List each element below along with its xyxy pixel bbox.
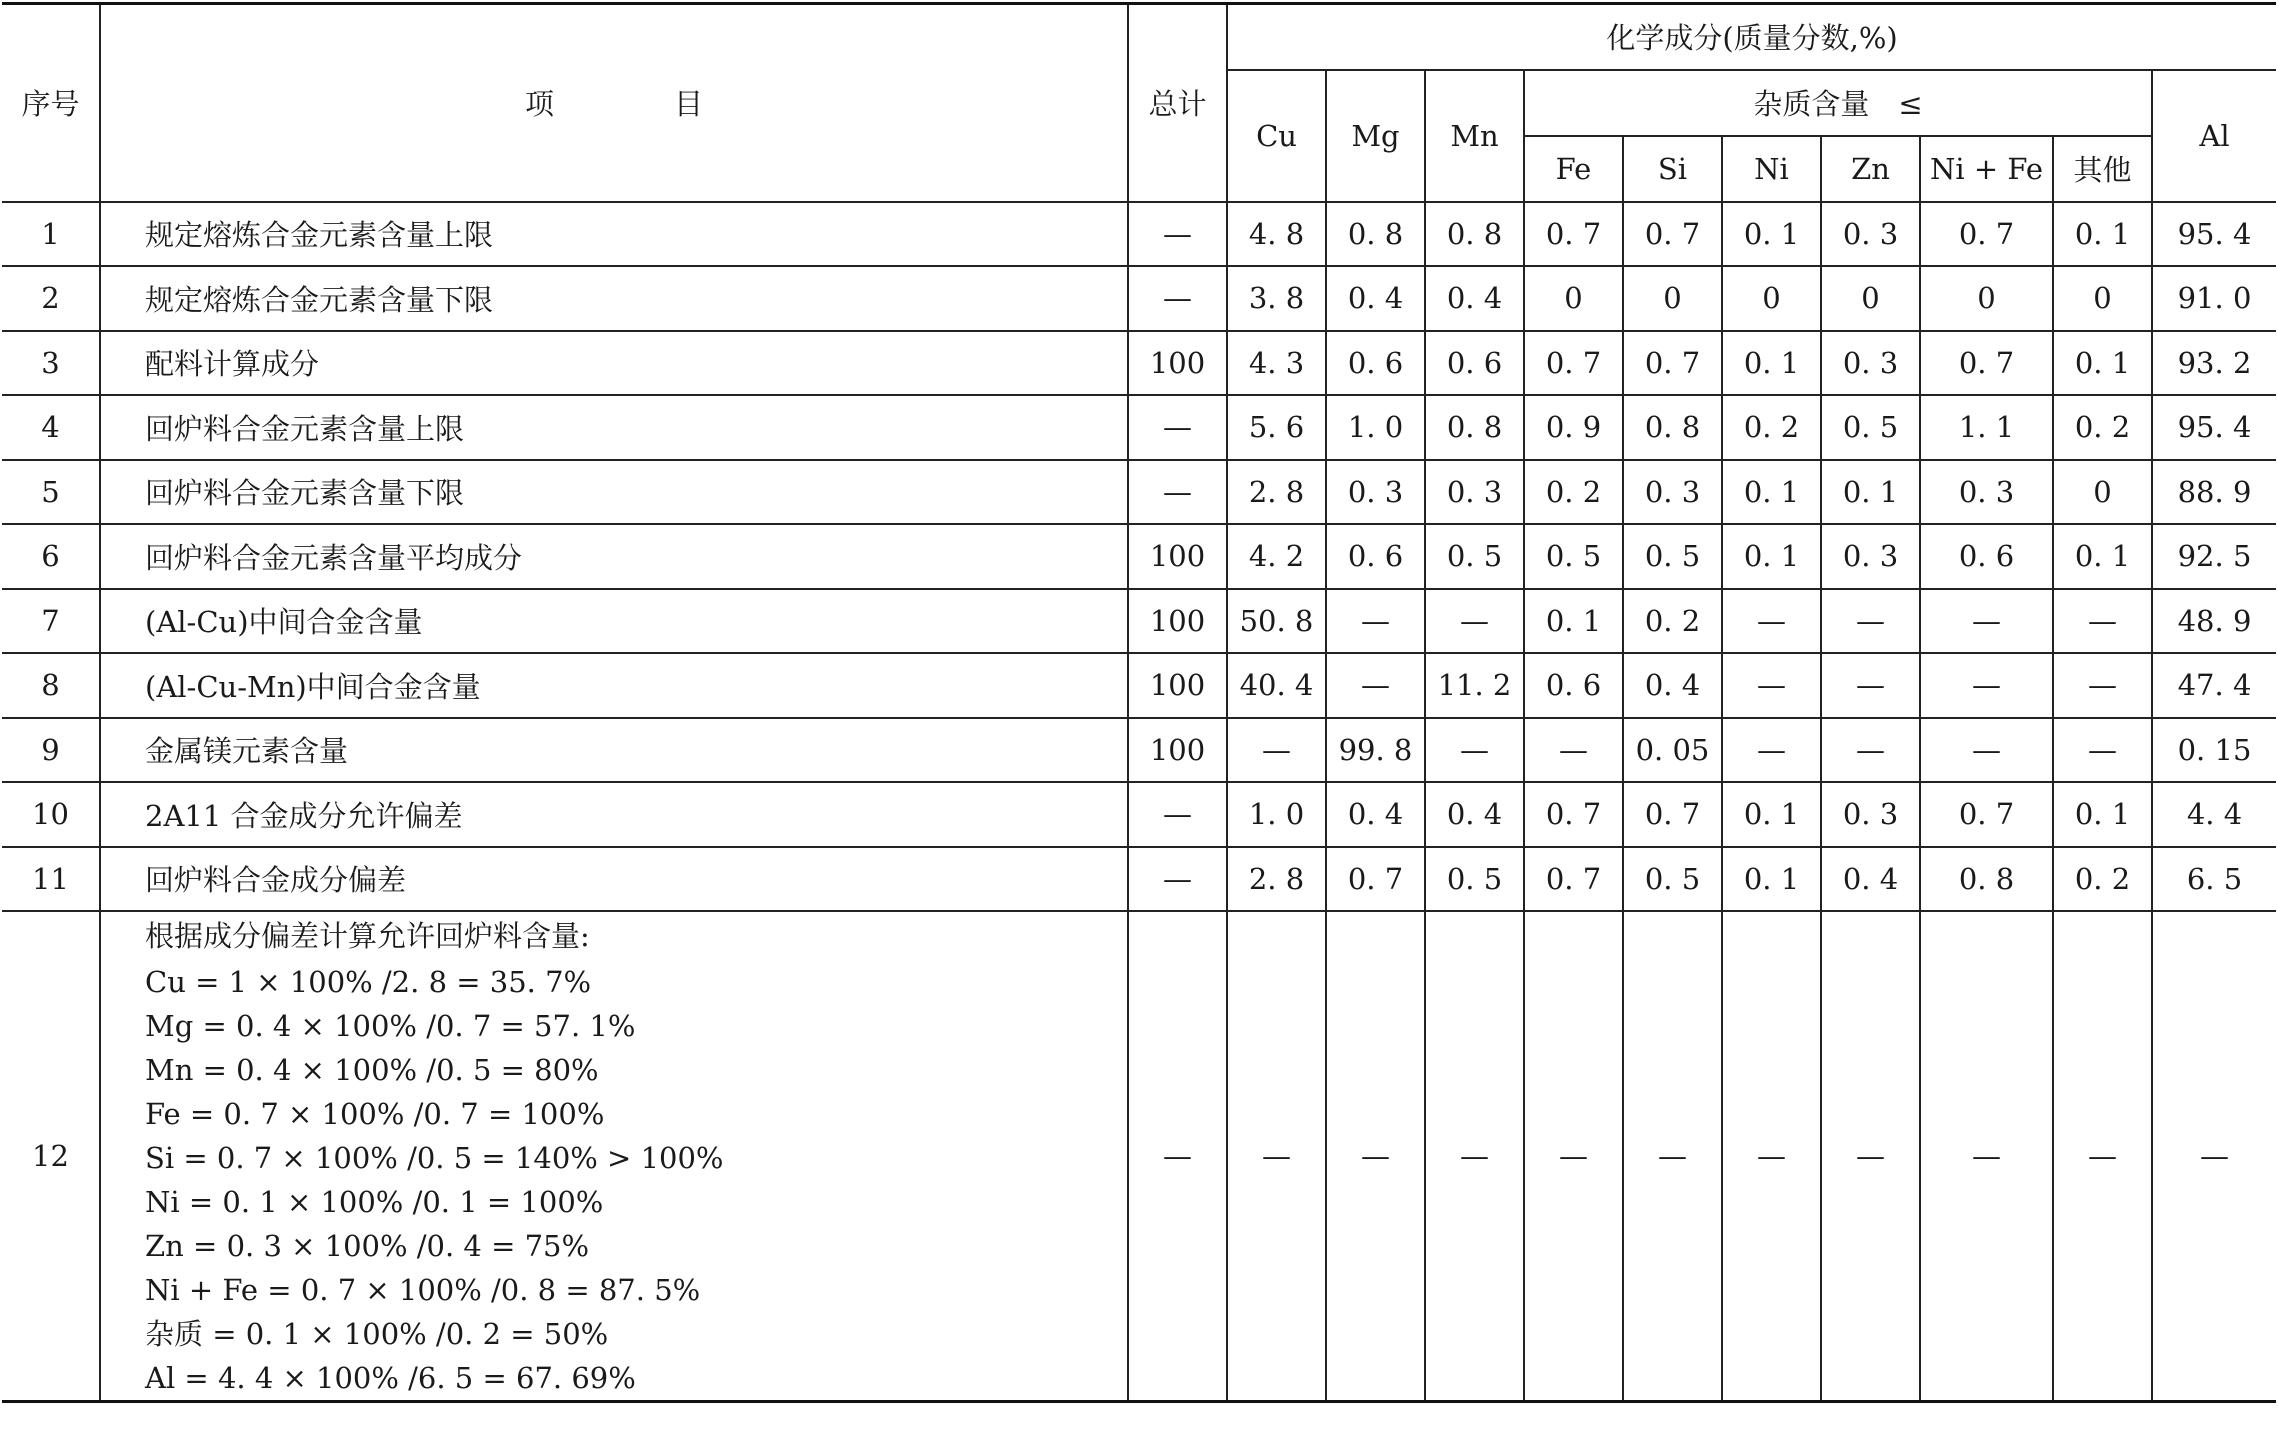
cell-total: 100 — [1128, 653, 1227, 718]
cell-other: 0 — [2053, 266, 2152, 331]
cell-total: — — [1128, 395, 1227, 460]
cell-fe: 0 — [1524, 266, 1623, 331]
cell-zn: — — [1821, 589, 1920, 654]
cell-cu: 40. 4 — [1227, 653, 1326, 718]
cell-al: 92. 5 — [2152, 524, 2276, 589]
item-name: (Al-Cu-Mn)中间合金含量 — [100, 653, 1128, 718]
table-row — [2, 460, 2276, 525]
cell-zn: 0. 3 — [1821, 202, 1920, 267]
cell-fe: 0. 9 — [1524, 395, 1623, 460]
table-row — [2, 847, 2276, 912]
header-chemical-composition: 化学成分(质量分数,%) — [1227, 4, 2276, 70]
cell-mg: 0. 4 — [1326, 782, 1425, 847]
cell-al: 95. 4 — [2152, 395, 2276, 460]
row-number: 6 — [2, 524, 100, 589]
cell-cu: — — [1227, 911, 1326, 1402]
cell-cu: 5. 6 — [1227, 395, 1326, 460]
cell-al: — — [2152, 911, 2276, 1402]
cell-mg: 99. 8 — [1326, 718, 1425, 783]
cell-mn: 0. 5 — [1425, 524, 1524, 589]
cell-mg: 0. 3 — [1326, 460, 1425, 525]
header-total: 总计 — [1128, 4, 1227, 202]
calc-line-mn: Mn = 0. 4 × 100% /0. 5 = 80% — [145, 1053, 599, 1087]
cell-mn: — — [1425, 718, 1524, 783]
cell-ni: 0. 1 — [1722, 847, 1821, 912]
cell-total: 100 — [1128, 589, 1227, 654]
row-number: 7 — [2, 589, 100, 654]
cell-si: 0. 7 — [1623, 202, 1722, 267]
cell-ni: — — [1722, 911, 1821, 1402]
cell-zn: — — [1821, 718, 1920, 783]
header-ni: Ni — [1722, 136, 1821, 202]
cell-si: 0. 05 — [1623, 718, 1722, 783]
calc-line-mg: Mg = 0. 4 × 100% /0. 7 = 57. 1% — [145, 1009, 636, 1043]
cell-ni: 0. 2 — [1722, 395, 1821, 460]
cell-ni: 0. 1 — [1722, 331, 1821, 396]
header-impurity: 杂质含量 ≤ — [1524, 70, 2152, 136]
cell-ni: 0. 1 — [1722, 524, 1821, 589]
cell-mg: 0. 8 — [1326, 202, 1425, 267]
cell-si: 0 — [1623, 266, 1722, 331]
cell-cu: 4. 8 — [1227, 202, 1326, 267]
cell-ni: 0. 1 — [1722, 202, 1821, 267]
item-name: 配料计算成分 — [100, 331, 1128, 396]
cell-ni-fe: — — [1920, 653, 2053, 718]
cell-zn: — — [1821, 911, 1920, 1402]
item-name: 金属镁元素含量 — [100, 718, 1128, 783]
cell-other: — — [2053, 589, 2152, 654]
cell-other: 0. 1 — [2053, 202, 2152, 267]
row-number: 2 — [2, 266, 100, 331]
cell-si: 0. 3 — [1623, 460, 1722, 525]
row-number: 4 — [2, 395, 100, 460]
cell-mn: 0. 4 — [1425, 266, 1524, 331]
header-fe: Fe — [1524, 136, 1623, 202]
cell-fe: 0. 7 — [1524, 782, 1623, 847]
cell-total: 100 — [1128, 524, 1227, 589]
calc-line-ni: Ni = 0. 1 × 100% /0. 1 = 100% — [145, 1185, 604, 1219]
cell-zn: 0. 1 — [1821, 460, 1920, 525]
cell-ni-fe: 0. 7 — [1920, 331, 2053, 396]
item-name: 规定熔炼合金元素含量上限 — [100, 202, 1128, 267]
table-row — [2, 266, 2276, 331]
cell-ni: — — [1722, 718, 1821, 783]
cell-cu: 1. 0 — [1227, 782, 1326, 847]
cell-mg: — — [1326, 589, 1425, 654]
cell-cu: 2. 8 — [1227, 847, 1326, 912]
cell-ni-fe: 0. 7 — [1920, 782, 2053, 847]
cell-mn: 11. 2 — [1425, 653, 1524, 718]
cell-ni-fe: 0. 6 — [1920, 524, 2053, 589]
calc-line-si: Si = 0. 7 × 100% /0. 5 = 140% > 100% — [145, 1141, 724, 1175]
header-item-part-b: 目 — [674, 87, 704, 122]
item-name: 2A11 合金成分允许偏差 — [100, 782, 1128, 847]
cell-al: 47. 4 — [2152, 653, 2276, 718]
cell-ni-fe: — — [1920, 589, 2053, 654]
cell-al: 48. 9 — [2152, 589, 2276, 654]
item-name: 回炉料合金元素含量下限 — [100, 460, 1128, 525]
calculation-cell — [100, 911, 1128, 1402]
cell-fe: 0. 7 — [1524, 202, 1623, 267]
cell-cu: 4. 2 — [1227, 524, 1326, 589]
cell-zn: 0. 3 — [1821, 524, 1920, 589]
cell-fe: 0. 7 — [1524, 331, 1623, 396]
cell-mn: 0. 3 — [1425, 460, 1524, 525]
cell-total: — — [1128, 911, 1227, 1402]
cell-ni-fe: 0. 8 — [1920, 847, 2053, 912]
cell-ni: — — [1722, 653, 1821, 718]
cell-other: 0. 1 — [2053, 782, 2152, 847]
row-number: 8 — [2, 653, 100, 718]
cell-al: 0. 15 — [2152, 718, 2276, 783]
cell-cu: 2. 8 — [1227, 460, 1326, 525]
calc-line-cu: Cu = 1 × 100% /2. 8 = 35. 7% — [145, 965, 592, 999]
cell-fe: 0. 2 — [1524, 460, 1623, 525]
item-name: (Al-Cu)中间合金含量 — [100, 589, 1128, 654]
cell-total: 100 — [1128, 331, 1227, 396]
cell-si: 0. 7 — [1623, 331, 1722, 396]
header-zn: Zn — [1821, 136, 1920, 202]
cell-al: 93. 2 — [2152, 331, 2276, 396]
cell-si: 0. 4 — [1623, 653, 1722, 718]
cell-zn: 0. 4 — [1821, 847, 1920, 912]
item-name: 回炉料合金元素含量上限 — [100, 395, 1128, 460]
calc-line-al: Al = 4. 4 × 100% /6. 5 = 67. 69% — [145, 1361, 636, 1395]
header-row-1 — [2, 4, 2276, 70]
cell-al: 6. 5 — [2152, 847, 2276, 912]
calc-line-impurity: 杂质 = 0. 1 × 100% /0. 2 = 50% — [145, 1317, 609, 1351]
header-si: Si — [1623, 136, 1722, 202]
row-number: 1 — [2, 202, 100, 267]
table-row-calculation — [2, 911, 2276, 1402]
cell-cu: — — [1227, 718, 1326, 783]
item-name: 回炉料合金成分偏差 — [100, 847, 1128, 912]
cell-cu: 50. 8 — [1227, 589, 1326, 654]
cell-ni-fe: 0. 3 — [1920, 460, 2053, 525]
calc-line-zn: Zn = 0. 3 × 100% /0. 4 = 75% — [145, 1229, 590, 1263]
cell-other: — — [2053, 653, 2152, 718]
cell-fe: 0. 5 — [1524, 524, 1623, 589]
header-cu: Cu — [1227, 70, 1326, 202]
cell-si: 0. 7 — [1623, 782, 1722, 847]
table-row — [2, 653, 2276, 718]
cell-fe: — — [1524, 718, 1623, 783]
cell-mg: 0. 6 — [1326, 331, 1425, 396]
cell-total: — — [1128, 782, 1227, 847]
row-number: 5 — [2, 460, 100, 525]
row-number: 11 — [2, 847, 100, 912]
calculation-title: 根据成分偏差计算允许回炉料含量: — [145, 919, 590, 953]
item-name: 回炉料合金元素含量平均成分 — [100, 524, 1128, 589]
cell-si: 0. 5 — [1623, 524, 1722, 589]
cell-ni: — — [1722, 589, 1821, 654]
cell-mn: 0. 5 — [1425, 847, 1524, 912]
cell-fe: 0. 6 — [1524, 653, 1623, 718]
table-row — [2, 718, 2276, 783]
cell-si: 0. 8 — [1623, 395, 1722, 460]
cell-mn: 0. 8 — [1425, 395, 1524, 460]
cell-fe: — — [1524, 911, 1623, 1402]
cell-ni-fe: 0. 7 — [1920, 202, 2053, 267]
cell-si: 0. 5 — [1623, 847, 1722, 912]
cell-mn: 0. 6 — [1425, 331, 1524, 396]
alloy-composition-table — [2, 2, 2276, 1403]
header-other: 其他 — [2053, 136, 2152, 202]
header-seq: 序号 — [2, 4, 100, 202]
cell-fe: 0. 1 — [1524, 589, 1623, 654]
cell-zn: 0. 3 — [1821, 331, 1920, 396]
header-al: Al — [2152, 70, 2276, 202]
cell-ni: 0. 1 — [1722, 782, 1821, 847]
item-name: 规定熔炼合金元素含量下限 — [100, 266, 1128, 331]
cell-ni-fe: 1. 1 — [1920, 395, 2053, 460]
table-body — [2, 202, 2276, 1402]
cell-mg: — — [1326, 911, 1425, 1402]
table-row — [2, 524, 2276, 589]
cell-fe: 0. 7 — [1524, 847, 1623, 912]
cell-zn: 0 — [1821, 266, 1920, 331]
cell-mn: 0. 8 — [1425, 202, 1524, 267]
cell-other: — — [2053, 718, 2152, 783]
calc-line-ni-fe: Ni + Fe = 0. 7 × 100% /0. 8 = 87. 5% — [145, 1273, 701, 1307]
cell-other: 0 — [2053, 460, 2152, 525]
cell-mg: 0. 7 — [1326, 847, 1425, 912]
cell-other: 0. 2 — [2053, 847, 2152, 912]
cell-cu: 3. 8 — [1227, 266, 1326, 331]
cell-ni-fe: — — [1920, 718, 2053, 783]
header-item-part-a: 项 — [524, 87, 554, 122]
cell-mn: — — [1425, 589, 1524, 654]
header-ni-fe: Ni + Fe — [1920, 136, 2053, 202]
cell-total: — — [1128, 460, 1227, 525]
cell-mg: — — [1326, 653, 1425, 718]
cell-mg: 0. 4 — [1326, 266, 1425, 331]
row-number: 10 — [2, 782, 100, 847]
cell-mg: 1. 0 — [1326, 395, 1425, 460]
header-mn: Mn — [1425, 70, 1524, 202]
cell-cu: 4. 3 — [1227, 331, 1326, 396]
cell-other: — — [2053, 911, 2152, 1402]
cell-zn: — — [1821, 653, 1920, 718]
cell-mn: — — [1425, 911, 1524, 1402]
cell-ni: 0 — [1722, 266, 1821, 331]
cell-ni-fe: 0 — [1920, 266, 2053, 331]
cell-total: — — [1128, 202, 1227, 267]
row-number: 12 — [2, 911, 100, 1402]
cell-si: 0. 2 — [1623, 589, 1722, 654]
cell-zn: 0. 5 — [1821, 395, 1920, 460]
cell-total: — — [1128, 847, 1227, 912]
header-mg: Mg — [1326, 70, 1425, 202]
cell-al: 95. 4 — [2152, 202, 2276, 267]
table-row — [2, 782, 2276, 847]
cell-zn: 0. 3 — [1821, 782, 1920, 847]
table-row — [2, 589, 2276, 654]
cell-other: 0. 2 — [2053, 395, 2152, 460]
cell-total: 100 — [1128, 718, 1227, 783]
cell-al: 4. 4 — [2152, 782, 2276, 847]
table-row — [2, 395, 2276, 460]
row-number: 9 — [2, 718, 100, 783]
table-row — [2, 202, 2276, 267]
row-number: 3 — [2, 331, 100, 396]
cell-ni: 0. 1 — [1722, 460, 1821, 525]
header-item — [100, 4, 1128, 202]
cell-other: 0. 1 — [2053, 524, 2152, 589]
cell-total: — — [1128, 266, 1227, 331]
calc-line-fe: Fe = 0. 7 × 100% /0. 7 = 100% — [145, 1097, 605, 1131]
cell-other: 0. 1 — [2053, 331, 2152, 396]
cell-mg: 0. 6 — [1326, 524, 1425, 589]
cell-mn: 0. 4 — [1425, 782, 1524, 847]
cell-si: — — [1623, 911, 1722, 1402]
cell-al: 91. 0 — [2152, 266, 2276, 331]
cell-al: 88. 9 — [2152, 460, 2276, 525]
table-row — [2, 331, 2276, 396]
cell-ni-fe: — — [1920, 911, 2053, 1402]
